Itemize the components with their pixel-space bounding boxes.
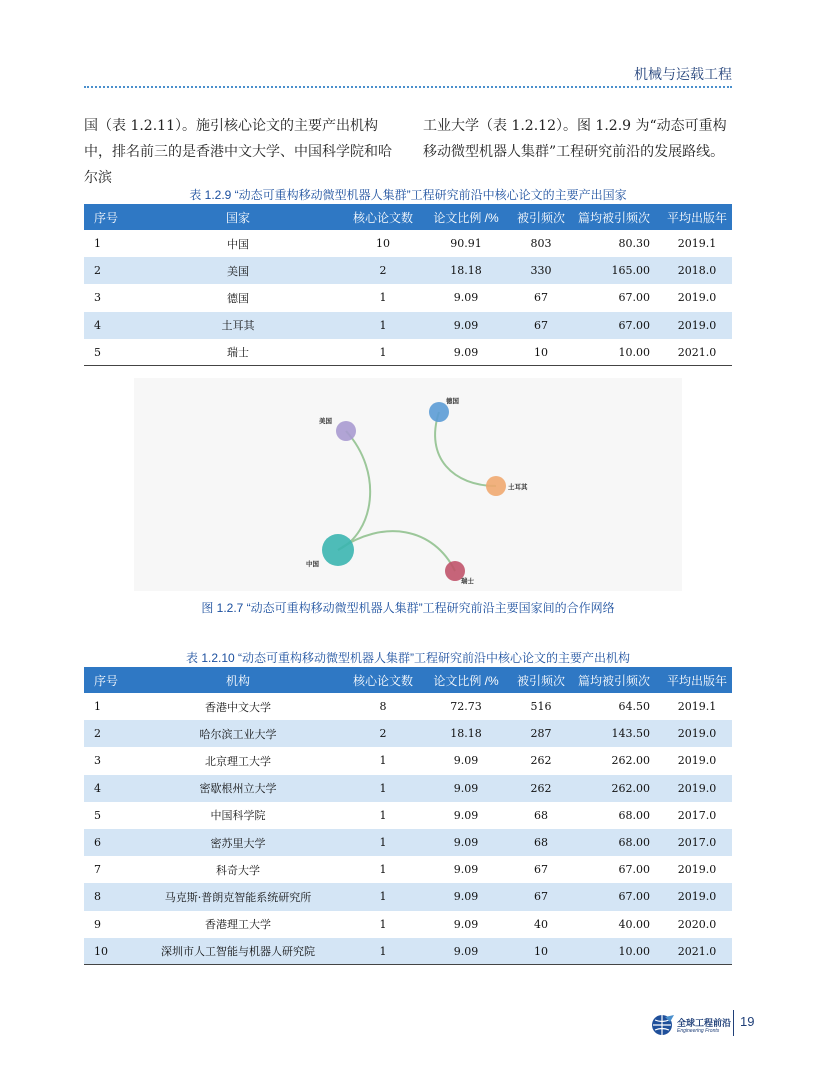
network-nodes bbox=[322, 402, 506, 581]
column-header: 平均出版年 bbox=[666, 210, 727, 225]
table-cell: 科奇大学 bbox=[216, 863, 260, 877]
table-cell: 1 bbox=[379, 863, 387, 877]
table-cell: 9 bbox=[94, 917, 101, 931]
table-cell: 262.00 bbox=[611, 781, 650, 795]
table-cell: 中国 bbox=[227, 237, 249, 251]
table-cell: 9.09 bbox=[453, 781, 479, 795]
table-cell: 9.09 bbox=[453, 863, 479, 877]
table-cell: 9.09 bbox=[453, 754, 479, 768]
node-label-germany: 德国 bbox=[446, 398, 459, 405]
table-cell: 1 bbox=[379, 318, 387, 332]
table-cell: 密歇根州立大学 bbox=[199, 782, 277, 796]
engineering-fronts-logo bbox=[650, 1012, 730, 1040]
node-china bbox=[322, 534, 354, 566]
footer-divider bbox=[733, 1010, 734, 1036]
table-cell: 9.09 bbox=[453, 291, 479, 305]
table-cell: 67.00 bbox=[618, 318, 650, 332]
table-cell: 2017.0 bbox=[677, 808, 717, 822]
table-cell: 1 bbox=[379, 291, 387, 305]
table-cell: 262 bbox=[530, 754, 552, 768]
table-cell: 2019.1 bbox=[677, 700, 717, 714]
table-cell: 1 bbox=[94, 237, 101, 251]
table-cell: 中国科学院 bbox=[210, 809, 266, 823]
table-cell: 10.00 bbox=[618, 345, 650, 359]
table-cell: 9.09 bbox=[453, 890, 479, 904]
table-cell: 516 bbox=[530, 700, 552, 714]
table-cell: 9.09 bbox=[453, 836, 479, 850]
table-cell: 67 bbox=[534, 863, 548, 877]
table-row bbox=[84, 720, 732, 747]
table-row bbox=[84, 230, 732, 257]
table-cell: 10 bbox=[94, 944, 108, 958]
table-cell: 5 bbox=[94, 808, 101, 822]
table-cell: 哈尔滨工业大学 bbox=[199, 727, 277, 741]
table-cell: 1 bbox=[379, 754, 387, 768]
table-cell: 67 bbox=[534, 291, 548, 305]
table-row bbox=[84, 312, 732, 339]
figure-caption: 图 1.2.7 “动态可重构移动微型机器人集群”工程研究前沿主要国家间的合作网络 bbox=[201, 601, 615, 615]
table-cell: 67.00 bbox=[618, 890, 650, 904]
table-cell: 9.09 bbox=[453, 345, 479, 359]
table-cell: 72.73 bbox=[450, 700, 482, 714]
table-cell: 1 bbox=[379, 836, 387, 850]
table-cell: 287 bbox=[530, 727, 552, 741]
table-cell: 2017.0 bbox=[677, 836, 717, 850]
collaboration-network-figure bbox=[134, 378, 682, 591]
table-row bbox=[84, 802, 732, 829]
table-cell: 马克斯·普朗克智能系统研究所 bbox=[164, 890, 312, 904]
table-cell: 68 bbox=[534, 836, 548, 850]
table-cell: 2019.0 bbox=[677, 863, 717, 877]
table-cell: 40.00 bbox=[618, 917, 650, 931]
globe-icon bbox=[650, 1012, 676, 1038]
column-header: 论文比例 /% bbox=[433, 210, 499, 225]
running-header: 机械与运载工程 bbox=[634, 66, 732, 82]
node-label-switzerland: 瑞士 bbox=[461, 578, 474, 585]
table-cell: 64.50 bbox=[618, 700, 650, 714]
table-cell: 1 bbox=[379, 345, 387, 359]
table-cell: 18.18 bbox=[450, 264, 482, 278]
table-cell: 2018.0 bbox=[677, 264, 717, 278]
column-header: 机构 bbox=[225, 673, 250, 688]
table-cell: 1 bbox=[379, 944, 387, 958]
column-header: 被引频次 bbox=[516, 673, 565, 688]
logo-subtext: Engineering Fronts bbox=[677, 1028, 720, 1034]
edge-germany-turkey bbox=[435, 412, 496, 486]
header-divider bbox=[84, 86, 732, 88]
node-label-china: 中国 bbox=[306, 561, 319, 568]
column-header: 篇均被引频次 bbox=[578, 673, 651, 688]
institution-output-table bbox=[84, 667, 732, 965]
table-cell: 5 bbox=[94, 345, 101, 359]
table-cell: 土耳其 bbox=[221, 319, 255, 333]
table-cell: 18.18 bbox=[450, 727, 482, 741]
table-1-caption: 表 1.2.9 “动态可重构移动微型机器人集群”工程研究前沿中核心论文的主要产出国家 bbox=[189, 188, 627, 202]
table-cell: 10 bbox=[534, 345, 548, 359]
column-header: 国家 bbox=[225, 210, 250, 225]
table-cell: 330 bbox=[530, 264, 552, 278]
table-cell: 2019.0 bbox=[677, 291, 717, 305]
table-cell: 262 bbox=[530, 781, 552, 795]
intro-paragraph-left: 国（表 1.2.11）。施引核心论文的主要产出机构中，排名前三的是香港中文大学、中国科学院和哈尔滨 bbox=[84, 118, 392, 186]
column-header: 论文比例 /% bbox=[433, 673, 499, 688]
table-cell: 2 bbox=[94, 264, 101, 278]
node-turkey bbox=[486, 476, 506, 496]
table-cell: 10 bbox=[534, 944, 548, 958]
table-cell: 香港中文大学 bbox=[205, 700, 271, 714]
table-cell: 67 bbox=[534, 318, 548, 332]
table-cell: 68.00 bbox=[618, 836, 650, 850]
table-cell: 10.00 bbox=[618, 944, 650, 958]
column-header: 核心论文数 bbox=[352, 210, 413, 225]
table-row bbox=[84, 747, 732, 774]
table-cell: 2 bbox=[94, 727, 101, 741]
table-cell: 美国 bbox=[227, 264, 249, 278]
table-cell: 143.50 bbox=[611, 727, 650, 741]
node-usa bbox=[336, 421, 356, 441]
table-cell: 8 bbox=[94, 890, 101, 904]
table-cell: 1 bbox=[379, 917, 387, 931]
table-cell: 165.00 bbox=[611, 264, 650, 278]
table-cell: 2019.0 bbox=[677, 754, 717, 768]
table-cell: 德国 bbox=[227, 291, 249, 305]
intro-paragraph-right: 工业大学（表 1.2.12）。图 1.2.9 为“动态可重构移动微型机器人集群”工程研究前沿的发展路线。 bbox=[423, 118, 727, 160]
page-number: 19 bbox=[740, 1014, 755, 1029]
table-cell: 3 bbox=[94, 754, 101, 768]
table-cell: 9.09 bbox=[453, 808, 479, 822]
table-cell: 3 bbox=[94, 291, 101, 305]
table-cell: 1 bbox=[94, 700, 101, 714]
table-row bbox=[84, 339, 732, 366]
table-cell: 67 bbox=[534, 890, 548, 904]
table-header-row bbox=[84, 204, 732, 230]
table-cell: 2019.0 bbox=[677, 890, 717, 904]
table-2-caption: 表 1.2.10 “动态可重构移动微型机器人集群”工程研究前沿中核心论文的主要产出机构 bbox=[185, 651, 631, 665]
table-cell: 9.09 bbox=[453, 917, 479, 931]
table-row bbox=[84, 829, 732, 856]
table-header-row bbox=[84, 667, 732, 693]
table-row bbox=[84, 257, 732, 284]
table-cell: 6 bbox=[94, 836, 101, 850]
table-cell: 2021.0 bbox=[677, 944, 717, 958]
country-output-table bbox=[84, 204, 732, 366]
table-cell: 7 bbox=[94, 863, 101, 877]
table-cell: 9.09 bbox=[453, 944, 479, 958]
table-row bbox=[84, 693, 732, 720]
table-cell: 2021.0 bbox=[677, 345, 717, 359]
table-cell: 深圳市人工智能与机器人研究院 bbox=[161, 945, 315, 959]
table-row bbox=[84, 284, 732, 311]
table-cell: 262.00 bbox=[611, 754, 650, 768]
table-cell: 68.00 bbox=[618, 808, 650, 822]
table-cell: 1 bbox=[379, 781, 387, 795]
table-row bbox=[84, 775, 732, 802]
table-cell: 1 bbox=[379, 808, 387, 822]
column-header: 被引频次 bbox=[516, 210, 565, 225]
table-row bbox=[84, 911, 732, 938]
column-header: 序号 bbox=[94, 673, 119, 688]
node-label-turkey: 土耳其 bbox=[508, 484, 528, 491]
table-cell: 10 bbox=[376, 237, 390, 251]
node-germany bbox=[429, 402, 449, 422]
table-cell: 68 bbox=[534, 808, 548, 822]
column-header: 序号 bbox=[94, 210, 119, 225]
column-header: 平均出版年 bbox=[666, 673, 727, 688]
table-row bbox=[84, 938, 732, 965]
table-cell: 90.91 bbox=[450, 237, 482, 251]
table-cell: 67.00 bbox=[618, 291, 650, 305]
table-cell: 40 bbox=[534, 917, 548, 931]
table-cell: 2019.0 bbox=[677, 318, 717, 332]
table-cell: 1 bbox=[379, 890, 387, 904]
table-cell: 香港理工大学 bbox=[205, 918, 271, 932]
column-header: 篇均被引频次 bbox=[578, 210, 651, 225]
table-cell: 2019.1 bbox=[677, 237, 717, 251]
table-row bbox=[84, 856, 732, 883]
table-cell: 9.09 bbox=[453, 318, 479, 332]
column-header: 核心论文数 bbox=[352, 673, 413, 688]
table-cell: 67.00 bbox=[618, 863, 650, 877]
table-cell: 80.30 bbox=[618, 237, 650, 251]
table-cell: 4 bbox=[94, 781, 101, 795]
network-graph bbox=[134, 378, 682, 591]
table-cell: 8 bbox=[379, 700, 387, 714]
table-cell: 4 bbox=[94, 318, 101, 332]
logo-text: 全球工程前沿 bbox=[677, 1018, 732, 1028]
table-cell: 2019.0 bbox=[677, 781, 717, 795]
table-cell: 2 bbox=[379, 727, 387, 741]
node-label-usa: 美国 bbox=[319, 418, 332, 425]
table-cell: 瑞士 bbox=[227, 346, 249, 360]
table-cell: 2020.0 bbox=[677, 917, 717, 931]
table-row bbox=[84, 883, 732, 910]
table-cell: 北京理工大学 bbox=[205, 754, 271, 768]
edge-usa-china bbox=[338, 431, 370, 550]
table-cell: 2 bbox=[379, 264, 387, 278]
network-edges bbox=[338, 412, 496, 571]
table-cell: 密苏里大学 bbox=[210, 836, 266, 850]
table-cell: 803 bbox=[530, 237, 552, 251]
table-cell: 2019.0 bbox=[677, 727, 717, 741]
